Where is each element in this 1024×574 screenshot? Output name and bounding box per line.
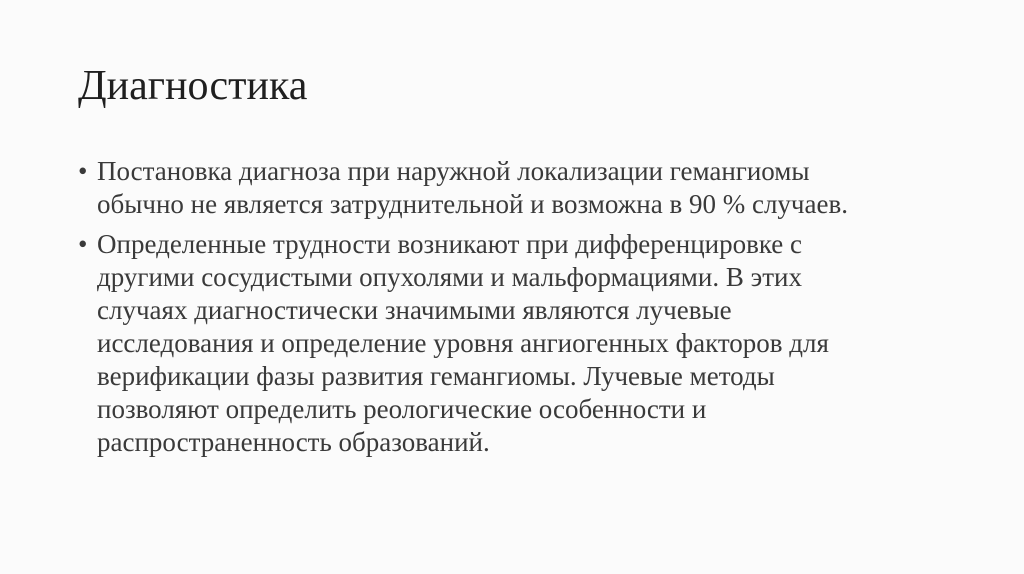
bullet-text-line: позволяют определить реологические особенности и [97,394,707,424]
bullet-text-line: Определенные трудности возникают при дифференцировке с [97,229,803,259]
bullet-text-line: Постановка диагноза при наружной локализации гемангиомы [97,156,810,186]
bullet-mark-icon: • [78,229,88,259]
bullet-text-line: обычно не является затруднительной и возможна в 90 % случаев. [97,189,848,219]
bullet-item [78,228,938,459]
bullet-text-line: случаях диагностически значимыми являются лучевые [97,295,732,325]
bullet-text-line: верификации фазы развития гемангиомы. Лучевые методы [97,361,775,391]
bullet-text-line: исследования и определение уровня ангиогенных факторов для [97,328,829,358]
bullet-item [78,155,938,221]
bullet-list [78,155,938,466]
slide-title: Диагностика [78,63,308,109]
bullet-mark-icon: • [78,156,88,186]
bullet-text-line: распространенность образований. [97,427,490,457]
bullet-text-line: другими сосудистыми опухолями и мальформациями. В этих [97,262,802,292]
